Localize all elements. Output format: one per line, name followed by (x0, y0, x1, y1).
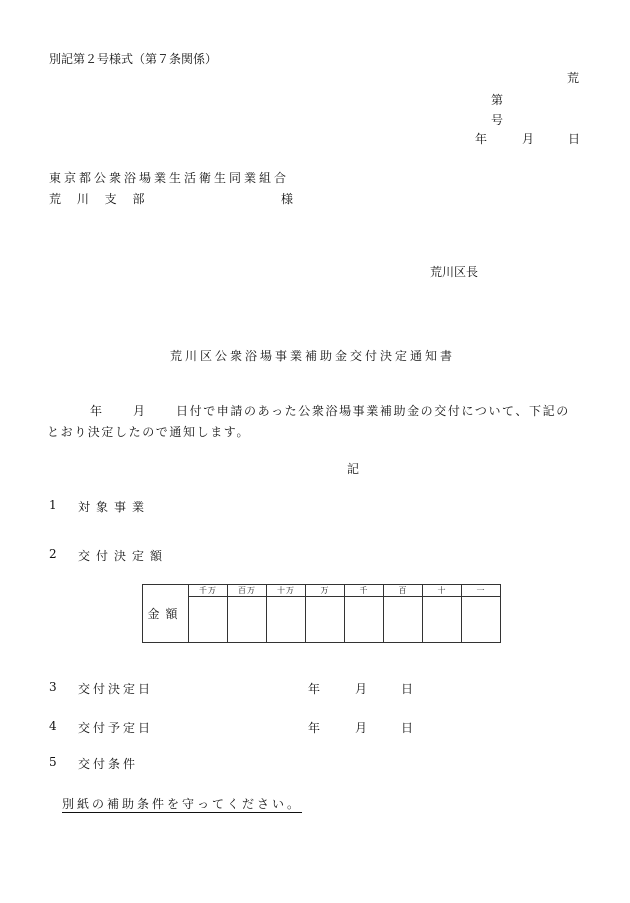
amount-digit-cell[interactable] (306, 597, 345, 643)
body-line-1: 日付で申請のあった公衆浴場事業補助金の交付について、下記の (176, 404, 570, 418)
item-1-label: 対象事業 (78, 500, 151, 514)
item-3-year: 年 (308, 682, 321, 696)
issue-date-day: 日 (568, 132, 581, 146)
amount-digit-cell[interactable] (384, 597, 423, 643)
recipient-honorific: 様 (281, 192, 294, 206)
body-month: 月 (133, 404, 146, 418)
amount-digit-cell[interactable] (228, 597, 267, 643)
unit-header: 百万 (228, 585, 267, 597)
unit-header: 千万 (189, 585, 228, 597)
item-3-number: 3 (49, 680, 57, 694)
amount-label: 金額 (143, 585, 189, 643)
amount-digit-cell[interactable] (345, 597, 384, 643)
recipient-branch: 荒 川 支 部 (49, 192, 151, 206)
item-3-label: 交付決定日 (78, 682, 154, 696)
item-4-day: 日 (401, 721, 414, 735)
doc-ref-dai: 第 (491, 93, 504, 107)
unit-header: 一 (462, 585, 501, 597)
issuer-name: 荒川区長 (430, 265, 479, 279)
recipient-org: 東京都公衆浴場業生活衛生同業組合 (49, 171, 290, 185)
amount-digit-cell[interactable] (267, 597, 306, 643)
item-4-month: 月 (355, 721, 368, 735)
issue-date-month: 月 (522, 132, 535, 146)
item-3-day: 日 (401, 682, 414, 696)
item-5-number: 5 (49, 755, 57, 769)
amount-table (142, 584, 501, 643)
item-2-number: 2 (49, 547, 57, 561)
unit-header: 百 (384, 585, 423, 597)
item-4-year: 年 (308, 721, 321, 735)
item-4-label: 交付予定日 (78, 721, 154, 735)
body-year: 年 (90, 404, 103, 418)
body-line-2: とおり決定したので通知します。 (47, 425, 251, 439)
item-2-label: 交付決定額 (78, 549, 169, 563)
unit-header: 十万 (267, 585, 306, 597)
amount-digit-cell[interactable] (423, 597, 462, 643)
amount-digit-cell[interactable] (189, 597, 228, 643)
ki-heading: 記 (347, 462, 360, 476)
item-1-number: 1 (49, 498, 57, 512)
amount-digit-cell[interactable] (462, 597, 501, 643)
doc-ref-go: 号 (491, 113, 504, 127)
doc-ref-prefix: 荒 (567, 71, 580, 85)
unit-header: 千 (345, 585, 384, 597)
condition-note: 別紙の補助条件を守ってください。 (62, 797, 303, 811)
unit-header: 万 (306, 585, 345, 597)
item-3-month: 月 (355, 682, 368, 696)
unit-header: 十 (423, 585, 462, 597)
item-4-number: 4 (49, 719, 57, 733)
document-title: 荒川区公衆浴場事業補助金交付決定通知書 (170, 349, 456, 363)
issue-date-year: 年 (475, 132, 488, 146)
form-header: 別記第２号様式（第７条関係） (49, 52, 218, 66)
item-5-label: 交付条件 (78, 757, 139, 771)
